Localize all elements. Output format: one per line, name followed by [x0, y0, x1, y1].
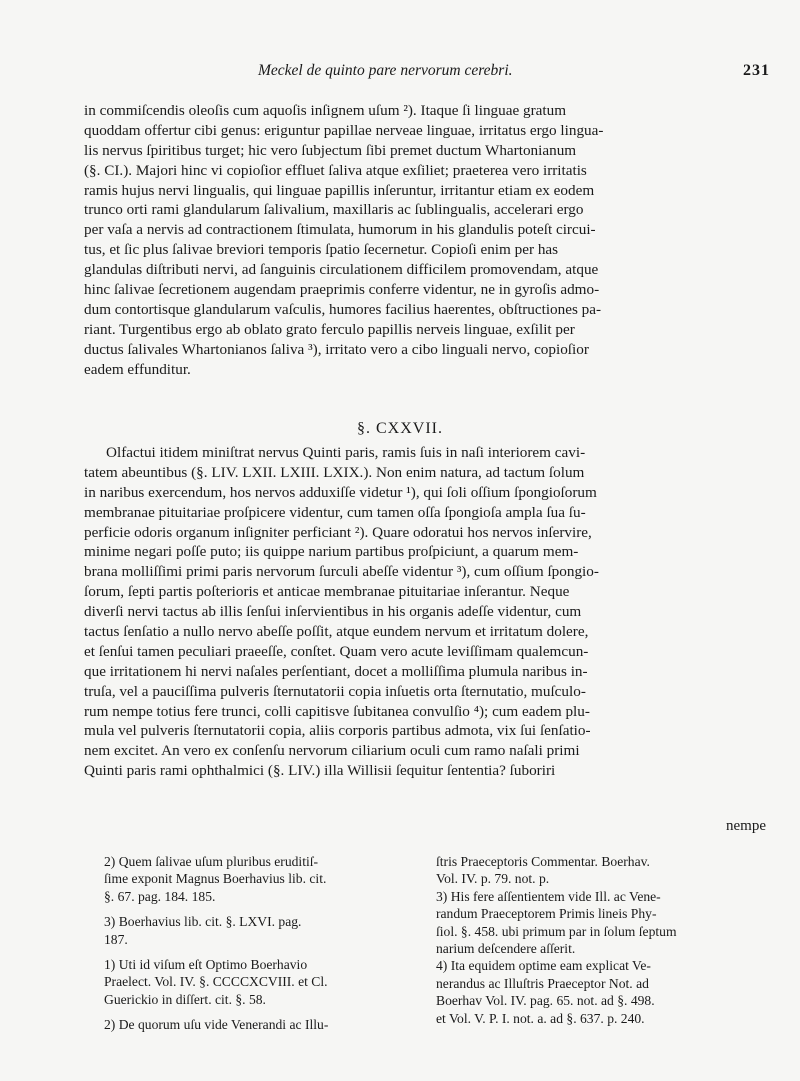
footnote-line: narium deſcendere aſſerit.: [436, 940, 576, 956]
text-line: ramis hujus nervi lingualis, qui linguae papillis inſeruntur, irritantur etiam ex eodem: [84, 181, 595, 199]
footnote-line: Vol. IV. p. 79. not. p.: [436, 871, 550, 887]
footnote-line: §. 67. pag. 184. 185.: [104, 888, 216, 904]
text-line: mula vel pulveris ſternutatorii copia, aliis corporis partibus admota, vix ſui ſenſatio-: [84, 722, 591, 740]
text-line: ſorum, ſepti partis poſterioris et anticae membranae pituitariae inſerantur. Neque: [84, 583, 570, 601]
text-line: trunco orti rami glandularum ſalivalium, maxillaris ac ſublingualis, accelerari ergo: [84, 201, 584, 219]
footnote-line: 3) Boerhavius lib. cit. §. LXVI. pag.: [104, 914, 302, 930]
section-heading: §. CXXVII.: [357, 420, 443, 437]
text-line: lis nervus ſpiritibus turget; hic vero ſubjectum ſibi premet ductum Whartonianum: [84, 141, 577, 159]
text-line: diverſi nervi tactus ab illis ſenſui inſervientibus in his organis adeſſe videntur, cum: [84, 603, 582, 621]
footnote-line: ſime exponit Magnus Boerhavius lib. cit.: [104, 871, 327, 887]
page-header: [0, 62, 800, 88]
text-line: per vaſa a nervis ad contractionem ſtimulata, humorum in his glandulis poteſt circui-: [84, 221, 596, 239]
footnote-line: 2) De quorum uſu vide Venerandi ac Illu-: [104, 1017, 329, 1033]
footnote-line: ſiol. §. 458. ubi primum par in ſolum ſeptum: [436, 923, 677, 939]
text-line: ductus ſalivales Whartonianos ſaliva ³), irritato vero a cibo linguali nervo, copioſior: [84, 340, 589, 358]
text-line: nem excitet. An vero ex conſenſu nervorum ciliarium oculi cum ramo naſali primi: [84, 742, 580, 760]
footnote-line: 3) His fere aſſentientem vide Ill. ac Vene-: [436, 888, 661, 904]
text-line: tus, et ſic plus ſalivae breviori temporis ſpatio ſecernetur. Copioſi enim per has: [84, 241, 559, 259]
text-line: Olfactui itidem miniſtrat nervus Quinti paris, ramis ſuis in naſi interiorem cavi-: [106, 444, 586, 461]
footnote-line: Boerhav Vol. IV. pag. 65. not. ad §. 498.: [436, 993, 655, 1009]
text-line: truſa, vel a pauciſſima pulveris ſternutatorii copia inſuetis orta ſternutatio, muſculo-: [84, 682, 586, 700]
text-line: membranae pituitariae proſpicere videntur, cum tamen oſſa ſpongioſa ampla ſua ſu-: [84, 503, 586, 521]
running-title: Meckel de quinto pare nervorum cerebri.: [258, 62, 513, 79]
text-line: que irritationem hi nervi naſales perſentiant, docet a molliſſima plumula naribus in-: [84, 662, 588, 680]
footnotes-right-column: [436, 853, 766, 1027]
text-line: brana molliſſimi primi paris nervorum ſurculi abeſſe videntur ³), cum oſſium ſpongio-: [84, 563, 599, 581]
footnote-line: randum Praeceptorem Primis lineis Phy-: [436, 906, 657, 922]
text-line: (§. CI.). Majori hinc vi copioſior effluet ſaliva atque exſiliet; praeterea vero irritatis: [84, 161, 587, 179]
text-line: rum nempe totius fere trunci, colli capitisve ſubitanea convulſio ⁴); cum eadem plu-: [84, 702, 590, 720]
footnote-gap: [104, 948, 434, 956]
text-line: perficie odoris organum inſigniter perficiant ²). Quare odoratui hos nervos inſervire,: [84, 523, 592, 541]
footnote-line: et Vol. V. P. I. not. a. ad §. 637. p. 240.: [436, 1010, 645, 1026]
text-line: tactus ſenſatio a nullo nervo abeſſe poſſit, atque eundem nervum et irritatum dolere,: [84, 623, 589, 641]
footnotes-left-column: [104, 853, 434, 1034]
footnote-line: nerandus ac Illuſtris Praeceptor Not. ad: [436, 975, 649, 991]
footnote-line: 187.: [104, 931, 128, 947]
text-line: glandulas diſtributi nervi, ad ſanguinis circulationem difficilem promovendam, atque: [84, 261, 599, 279]
text-line: Quinti paris rami ophthalmici (§. LIV.) illa Willisii ſequitur ſententia? ſuboriri: [84, 762, 556, 780]
footnote-gap: [104, 1008, 434, 1016]
text-line: riant. Turgentibus ergo ab oblato grato ferculo papillis nerveis linguae, exſilit per: [84, 320, 575, 338]
text-line: minime negari poſſe puto; iis quippe narium partibus proſpiciunt, a quarum mem-: [84, 543, 579, 561]
catchword: nempe: [726, 818, 766, 834]
footnote-line: 2) Quem ſalivae uſum pluribus eruditiſ-: [104, 854, 319, 869]
footnote-line: 4) Ita equidem optime eam explicat Ve-: [436, 958, 651, 974]
paragraph-2: [84, 443, 768, 781]
paragraph-1: [84, 101, 768, 379]
footnote-line: 1) Uti id viſum eſt Optimo Boerhavio: [104, 956, 308, 972]
text-line: hinc ſalivae ſecretionem augendam praeprimis conferre videntur, ne in gyroſis admo-: [84, 281, 600, 299]
footnote-line: Praelect. Vol. IV. §. CCCCXCVIII. et Cl.: [104, 974, 328, 990]
footnote-line: Guerickio in diſſert. cit. §. 58.: [104, 991, 266, 1007]
footnote-gap: [104, 905, 434, 913]
text-line: tatem abeuntibus (§. LIV. LXII. LXIII. LXIX.). Non enim natura, ad tactum ſolum: [84, 463, 585, 481]
text-line: eadem effunditur.: [84, 360, 191, 378]
text-line: in naribus exercendum, hos nervos adduxiſſe videtur ¹), qui ſoli oſſium ſpongioſorum: [84, 483, 597, 501]
text-line: quoddam offertur cibi genus: eriguntur papillae nerveae linguae, irritatus ergo lingua-: [84, 121, 604, 139]
footnote-line: ſtris Praeceptoris Commentar. Boerhav.: [436, 854, 650, 869]
text-line: in commiſcendis oleoſis cum aquoſis inſignem uſum ²). Itaque ſi linguae gratum: [84, 102, 567, 119]
page-number: 231: [743, 62, 770, 79]
text-line: et ſenſui tamen peculiari praeeſſe, conſtet. Quam vero acute leviſſimam qualemcun-: [84, 642, 589, 660]
text-line: dum contortisque glandularum vaſculis, humores facilius haerentes, obſtructiones pa-: [84, 300, 602, 318]
